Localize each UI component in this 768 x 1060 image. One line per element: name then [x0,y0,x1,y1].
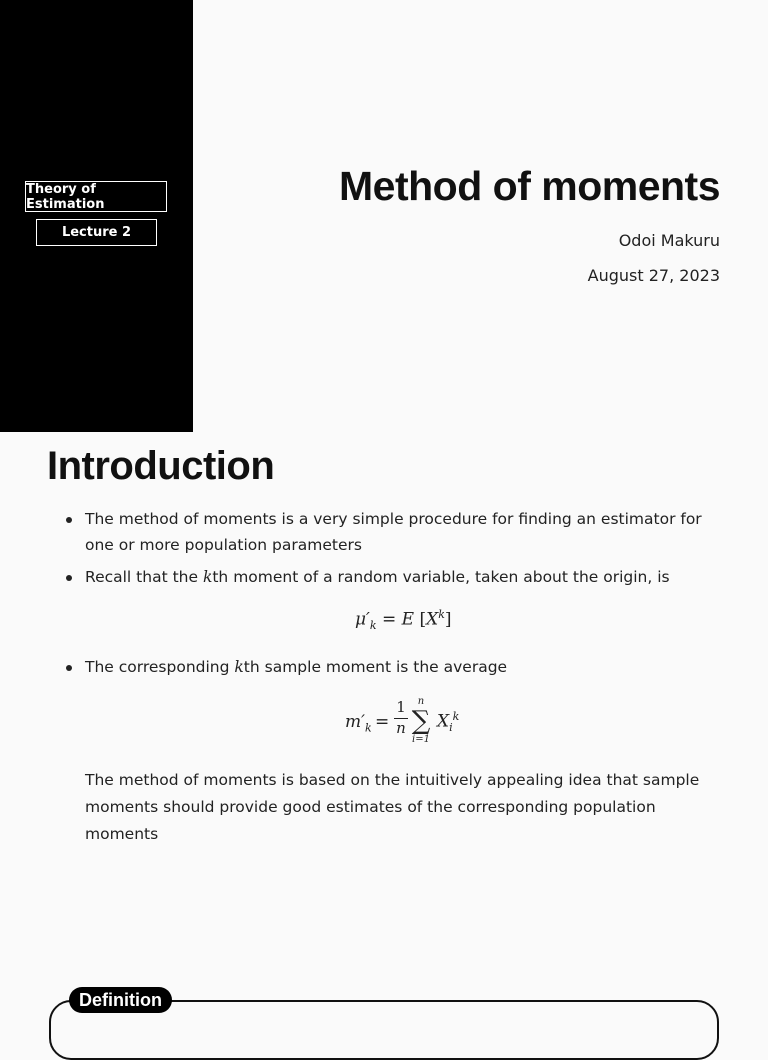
cover-panel [0,0,193,432]
definition-label: Definition [69,987,172,1013]
population-moment-equation: $\mu'_k = E$ $[X^k]$ [355,608,452,633]
bullet-text: The corresponding kth sample moment is the average [85,658,508,676]
body-paragraph: The method of moments is based on the intuitively appealing idea that sample moments should provide good estimates of the corresponding population moments [85,771,700,843]
author-name: Odoi Makuru [618,231,720,250]
bullet-text: The method of moments is a very simple procedure for finding an estimator for one or more population parameters [85,510,702,554]
bullet-item [85,564,725,590]
bullet-text: Recall that the kth moment of a random variable, taken about the origin, is [85,568,670,586]
sample-moment-equation: $m'_k$ = 1 n n ∑ i=1 $X_i^k$ [345,696,460,745]
bullet-item [85,654,725,680]
course-title-box: Theory of Estimation [25,181,167,212]
document-date: August 27, 2023 [587,266,720,285]
section-heading: Introduction [47,444,275,488]
document-title: Method of moments [339,163,720,209]
bullet-item [85,506,725,558]
lecture-number-box: Lecture 2 [36,219,157,246]
